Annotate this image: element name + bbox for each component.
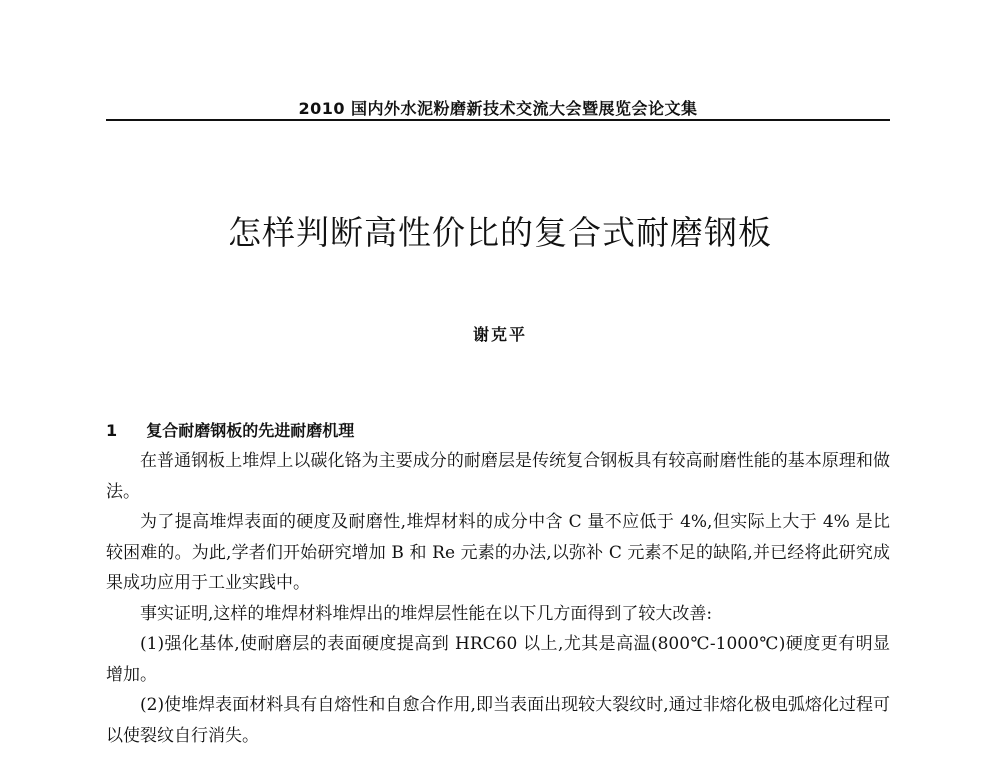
- running-header: 2010 国内外水泥粉磨新技术交流大会暨展览会论文集: [298, 99, 698, 118]
- paragraph: 为了提高堆焊表面的硬度及耐磨性,堆焊材料的成分中含 C 量不应低于 4%,但实际上大于 4% 是比较困难的。为此,学者们开始研究增加 B 和 Re 元素的办法,以弥补 C 元素不足的缺陷,并已经将此研究成果成功应用于工业实践中。: [106, 512, 890, 593]
- paragraph: 在普通钢板上堆焊上以碳化铬为主要成分的耐磨层是传统复合钢板具有较高耐磨性能的基本原理和做法。: [106, 451, 890, 502]
- paragraph: 事实证明,这样的堆焊材料堆焊出的堆焊层性能在以下几方面得到了较大改善:: [140, 603, 713, 624]
- section-title: 复合耐磨钢板的先进耐磨机理: [146, 421, 355, 440]
- paper-title: 怎样判断高性价比的复合式耐磨钢板: [228, 213, 772, 252]
- section-number: 1: [106, 421, 118, 440]
- section-heading: [106, 418, 354, 441]
- header-rule: [106, 119, 890, 121]
- paragraph: (2)使堆焊表面材料具有自熔性和自愈合作用,即当表面出现较大裂纹时,通过非熔化极电弧熔化过程可以使裂纹自行消失。: [106, 695, 890, 746]
- body-text: [106, 446, 890, 751]
- paragraph: (1)强化基体,使耐磨层的表面硬度提高到 HRC60 以上,尤其是高温(800℃-1000℃)硬度更有明显增加。: [106, 634, 890, 685]
- author-name: 谢克平: [472, 325, 527, 344]
